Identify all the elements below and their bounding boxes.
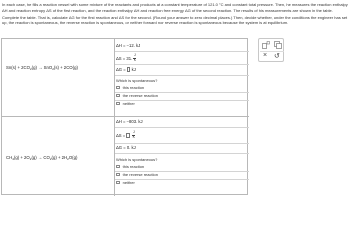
reaction-2-delta-g: ΔG = 0. kJ <box>116 145 136 150</box>
cell-divider <box>115 51 249 52</box>
option-label: the reverse reaction <box>122 172 158 178</box>
problem-intro <box>2 2 348 28</box>
reaction-1-delta-g <box>116 67 246 72</box>
reaction-1-delta-s <box>116 54 246 63</box>
close-icon[interactable]: × <box>263 52 268 59</box>
row-divider <box>2 116 249 117</box>
cell-divider <box>115 64 249 65</box>
option-label: neither <box>122 101 135 107</box>
superscript-box-icon[interactable] <box>262 41 270 51</box>
cell-divider <box>115 143 249 144</box>
reaction-1-option-neither[interactable] <box>116 100 246 107</box>
reaction-2-question: Which is spontaneous? <box>116 157 158 162</box>
reaction-2-delta-s <box>116 131 246 140</box>
reaction-2-option-reverse[interactable] <box>116 171 246 178</box>
checkbox[interactable] <box>116 86 120 90</box>
copy-icon[interactable] <box>274 41 282 51</box>
reaction-1-option-reverse[interactable] <box>116 92 246 99</box>
cell-divider <box>115 127 249 128</box>
intro-paragraph-1: In each case, he fills a reaction vessel with some mixture of the reactants and products at a constant temperature of 121.0 °C and constant total pressure. Then, he measures the reaction enthalpy ΔH and reaction entropy ΔS of the first reaction, and the reaction enthalpy ΔH and reaction free energy ΔG of the second reaction. The results of his measurements are shown in the table. <box>2 2 348 13</box>
unit-fraction: $\frac{J}{K}$ <box>133 53 136 62</box>
reaction-1-delta-h: ΔH = −12. kJ <box>116 43 141 48</box>
checkbox[interactable] <box>116 102 120 106</box>
reaction-1-option-forward[interactable] <box>116 84 246 91</box>
delta-g-label: ΔG = <box>116 67 126 72</box>
option-label: the reverse reaction <box>122 93 158 99</box>
reaction-table <box>1 38 248 195</box>
delta-s-input[interactable] <box>126 133 130 138</box>
delta-g-input[interactable] <box>127 67 131 72</box>
unit-fraction: $\frac{J}{K}$ <box>132 130 135 139</box>
option-label: neither <box>122 180 135 186</box>
reaction-1-question: Which is spontaneous? <box>116 78 158 83</box>
cell-divider <box>115 75 249 76</box>
option-label: this reaction <box>122 85 145 91</box>
delta-s-text: ΔS = 31. <box>116 55 133 61</box>
option-label: this reaction <box>122 164 145 170</box>
delta-g-unit: kJ <box>131 67 136 72</box>
reaction-2-equation: $CH_4(g) + 2O_2(g) \to CO_2(g) + 2H_2O(g)$ <box>6 155 78 161</box>
checkbox[interactable] <box>116 173 120 177</box>
undo-icon[interactable]: ↺ <box>274 53 280 60</box>
checkbox[interactable] <box>116 94 120 98</box>
delta-s-label: ΔS = <box>116 132 126 138</box>
cell-divider <box>115 153 249 154</box>
checkbox[interactable] <box>116 181 120 185</box>
answer-tools-panel <box>258 38 284 62</box>
reaction-1-equation: $Sn(s) + 2CO_2(g) \to SnO_2(s) + 2CO(g)$ <box>6 65 78 71</box>
intro-paragraph-2: Complete the table. That is, calculate ΔG for the first reaction and ΔS for the second. (Round your answer to zero decimal places.) Then, decide whether, under the conditions the engineer has set up, the reaction is spontaneous, the reverse reaction is spontaneous, or neither forward nor reverse reaction is spontaneous because the system is at equilibrium. <box>2 14 348 26</box>
column-divider <box>114 39 115 196</box>
reaction-2-option-neither[interactable] <box>116 179 246 186</box>
reaction-2-delta-h: ΔH = −803. kJ <box>116 119 143 124</box>
checkbox[interactable] <box>116 165 120 169</box>
reaction-2-option-forward[interactable] <box>116 163 246 170</box>
